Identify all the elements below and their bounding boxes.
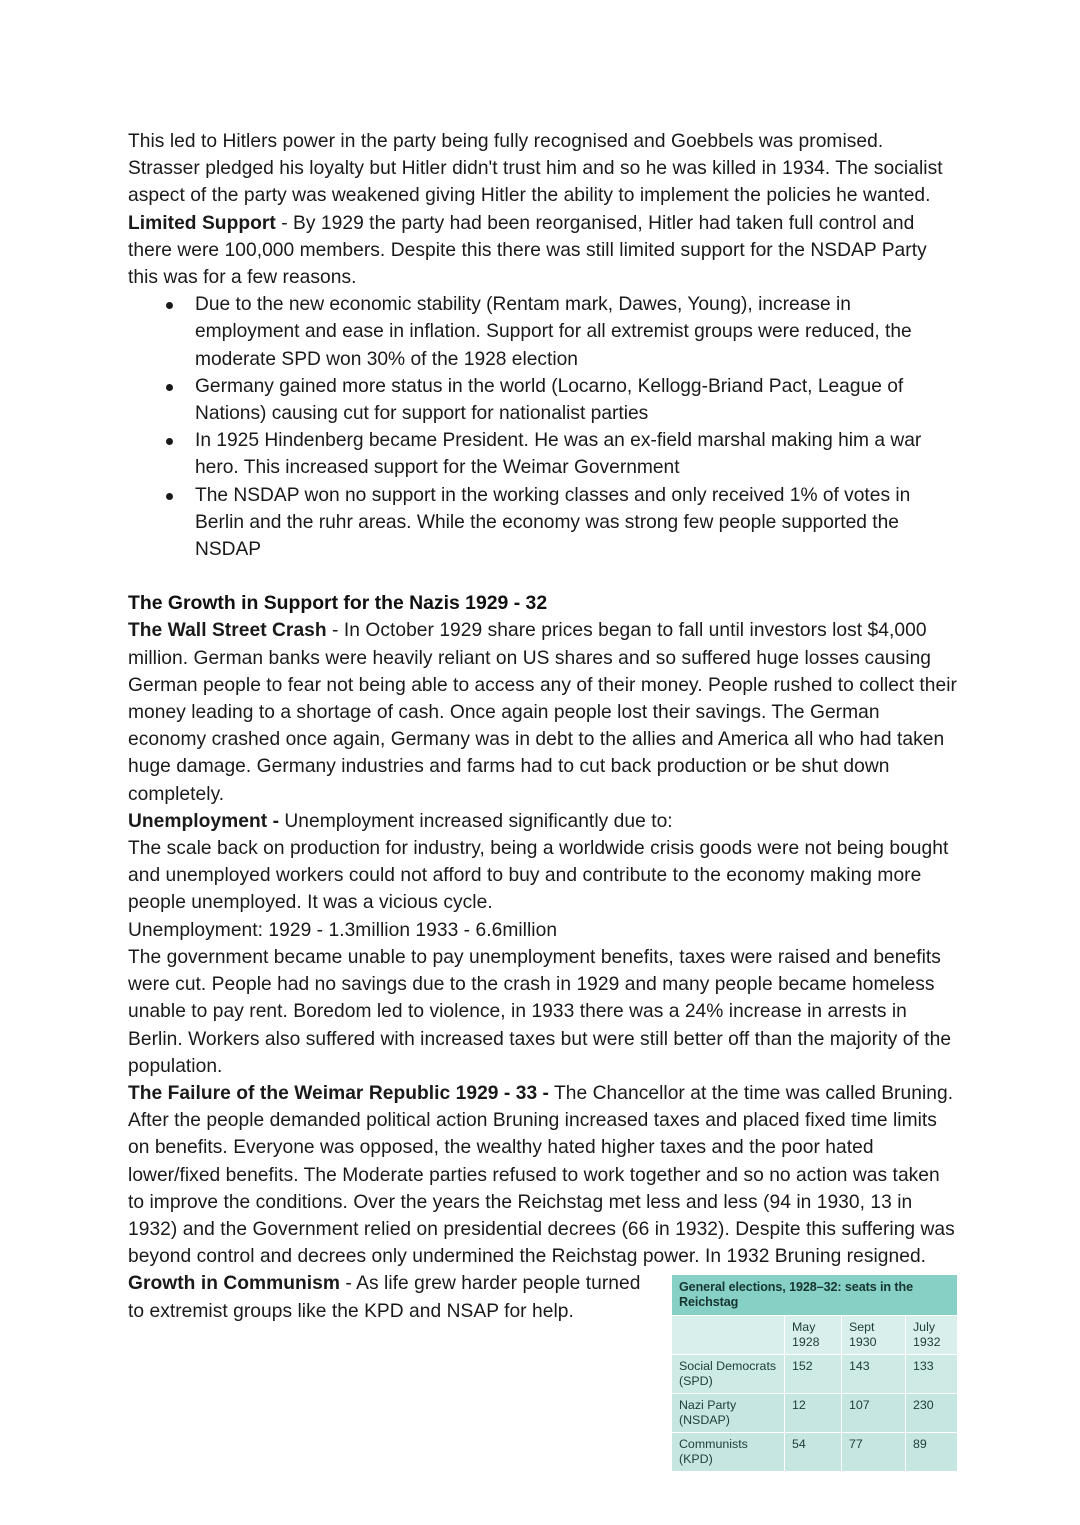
table-row xyxy=(671,1355,957,1394)
cell-spd-sept-1930: 143 xyxy=(841,1355,905,1394)
row-label-spd: Social Democrats (SPD) xyxy=(671,1355,784,1394)
list-item-text: Due to the new economic stability (Rentam mark, Dawes, Young), increase in employment and ease in inflation. Support for all extremist groups were reduced, the moderate SPD won 30% of the 1928 election xyxy=(195,294,912,370)
paragraph-limited-support xyxy=(128,210,958,292)
list-item-text: Germany gained more status in the world (Locarno, Kellogg-Briand Pact, League of Nations) causing cut for support for nationalist parties xyxy=(195,375,904,425)
list-item-text: The NSDAP won no support in the working classes and only received 1% of votes in Berlin and the ruhr areas. While the economy was strong few people supported the NSDAP xyxy=(195,484,911,561)
lead-in-wall-street-crash: The Wall Street Crash xyxy=(128,620,327,642)
paragraph-wall-street-crash xyxy=(128,617,958,807)
bullet-dot-icon xyxy=(166,302,173,309)
lead-in-failure-weimar-republic: The Failure of the Weimar Republic 1929 - 33 - xyxy=(128,1082,549,1104)
paragraph-failure-weimar-republic xyxy=(128,1080,958,1270)
cell-spd-july-1932: 133 xyxy=(905,1355,957,1394)
cell-spd-may-1928: 152 xyxy=(784,1355,841,1394)
table-row xyxy=(671,1394,957,1433)
paragraph-scale-back: The scale back on production for industry, being a worldwide crisis goods were not being bought and unemployed workers could not afford to buy and contribute to the economy making more people unemployed. It was a vicious cycle. xyxy=(128,838,949,914)
bullet-dot-icon xyxy=(166,493,173,500)
elections-table-head xyxy=(671,1275,957,1355)
reasons-bullet-list xyxy=(128,291,958,563)
cell-kpd-july-1932: 89 xyxy=(905,1433,957,1472)
column-header-may-1928: May 1928 xyxy=(784,1316,841,1355)
column-header-sept-1930: Sept 1930 xyxy=(841,1316,905,1355)
elections-table xyxy=(671,1274,958,1472)
table-caption-row xyxy=(671,1275,957,1316)
paragraph-unemployment xyxy=(128,808,958,835)
list-item xyxy=(128,373,958,427)
paragraph-failure-weimar-republic-text: The Chancellor at the time was called Bruning. After the people demanded political action Bruning increased taxes and placed fixed time limits on benefits. Everyone was opposed, the wealthy hated higher taxes and the poor hated lower/fixed benefits. The Moderate parties refused to work together and so no action was taken to improve the conditions. Over the years the Reichstag met less and less (94 in 1930, 13 in 1932) and the Government relied on presidential decrees (66 in 1932). Despite this suffering was beyond control and decrees only undermined the Reichstag power. In 1932 Bruning resigned. xyxy=(128,1082,955,1268)
bullet-dot-icon xyxy=(166,384,173,391)
document-body xyxy=(128,128,958,1472)
elections-table-figure xyxy=(671,1274,958,1472)
elections-table-caption: General elections, 1928–32: seats in the Reichstag xyxy=(671,1275,957,1316)
paragraph-unemployment-text: Unemployment increased significantly due to: xyxy=(279,810,673,832)
list-item xyxy=(128,482,958,564)
table-row xyxy=(671,1433,957,1472)
lead-in-unemployment: Unemployment - xyxy=(128,810,280,832)
cell-kpd-sept-1930: 77 xyxy=(841,1433,905,1472)
table-header-row xyxy=(671,1316,957,1355)
cell-nsdap-sept-1930: 107 xyxy=(841,1394,905,1433)
list-item xyxy=(128,427,958,481)
cell-kpd-may-1928: 54 xyxy=(784,1433,841,1472)
paragraph-intro: This led to Hitlers power in the party being fully recognised and Goebbels was promised. Strasser pledged his loyalty but Hitler didn't trust him and so he was killed in 1934. The socialist aspect of the party was weakened giving Hitler the ability to implement the policies he wanted. xyxy=(128,131,943,207)
lead-in-growth-in-communism: Growth in Communism xyxy=(128,1273,341,1295)
lead-in-limited-support: Limited Support xyxy=(128,212,276,234)
paragraph-wall-street-crash-text: - In October 1929 share prices began to fall until investors lost $4,000 million. German banks were heavily reliant on US shares and so suffered huge losses causing German people to fear not being able to access any of their money. People rushed to collect their money leading to a shortage of cash. Once again people lost their savings. The German economy crashed once again, Germany was in debt to the allies and America all who had taken huge damage. Germany industries and farms had to cut back production or be shut down completely. xyxy=(128,620,957,805)
row-label-kpd: Communists (KPD) xyxy=(671,1433,784,1472)
bullet-dot-icon xyxy=(166,438,173,445)
list-item-text: In 1925 Hindenberg became President. He was an ex-field marshal making him a war hero. This increased support for the Weimar Government xyxy=(195,430,922,479)
paragraph-government-benefits: The government became unable to pay unemployment benefits, taxes were raised and benefits were cut. People had no savings due to the crash in 1929 and many people became homeless unable to pay rent. Boredom led to violence, in 1933 there was a 24% increase in arrests in Berlin. Workers also suffered with increased taxes but were still better off than the majority of the population. xyxy=(128,946,952,1077)
cell-nsdap-may-1928: 12 xyxy=(784,1394,841,1433)
row-label-nsdap: Nazi Party (NSDAP) xyxy=(671,1394,784,1433)
table-corner-cell xyxy=(671,1316,784,1355)
cell-nsdap-july-1932: 230 xyxy=(905,1394,957,1433)
column-header-july-1932: July 1932 xyxy=(905,1316,957,1355)
paragraph-limited-support-text: - By 1929 the party had been reorganised, Hitler had taken full control and there were 100,000 members. Despite this there was still limited support for the NSDAP Party this was for a few reasons. xyxy=(128,212,927,289)
elections-table-body xyxy=(671,1355,957,1472)
communism-and-table-block xyxy=(128,1270,958,1472)
list-item xyxy=(128,291,958,373)
section-heading-growth-in-support: The Growth in Support for the Nazis 1929 - 32 xyxy=(128,592,548,615)
spacer xyxy=(128,563,958,590)
paragraph-unemployment-figures: Unemployment: 1929 - 1.3million 1933 - 6.6million xyxy=(128,919,558,941)
paragraph-growth-in-communism-text: - As life grew harder people turned to extremist groups like the KPD and NSAP for help. xyxy=(128,1273,641,1322)
